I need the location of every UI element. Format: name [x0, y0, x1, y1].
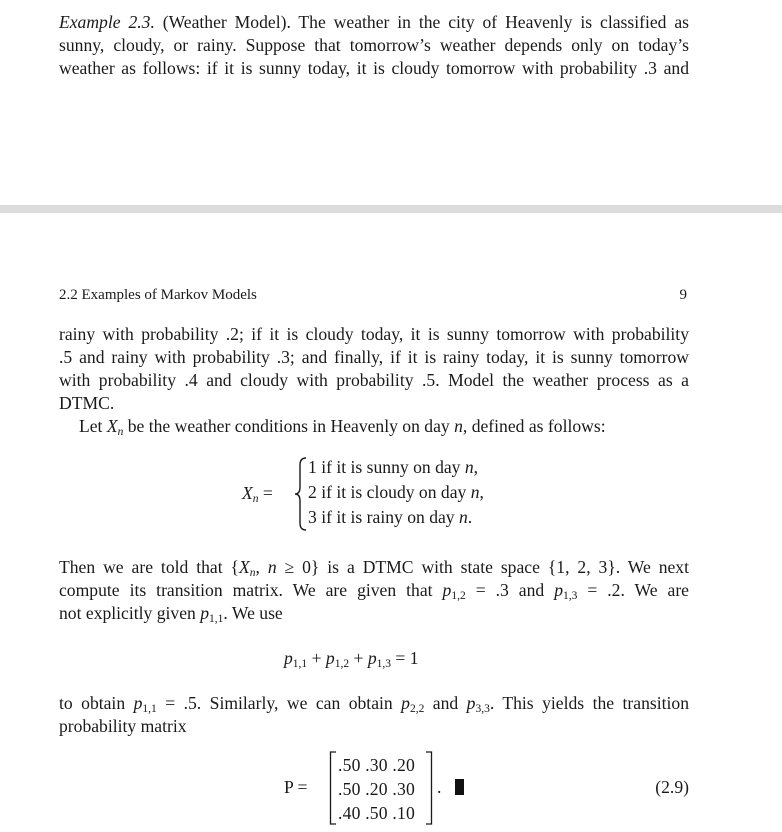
qed-square-icon: [455, 779, 464, 795]
left-brace: [294, 457, 308, 531]
page-number: 9: [679, 287, 687, 303]
text-line: sunny, cloudy, or rainy. Suppose that tomorrow’s weather depends only on today’s: [59, 35, 689, 55]
left-bracket: [329, 751, 337, 825]
definition-paragraph: [59, 415, 689, 438]
text-line: with probability .4 and cloudy with probability .5. Model the weather process as a: [59, 370, 689, 390]
sum-equation: $p_{1,1} + p_{1,2} + p_{1,3} = 1$: [284, 648, 419, 670]
example-paragraph: [59, 11, 689, 80]
cases-definition: [242, 457, 542, 533]
continuation-paragraph: [59, 323, 689, 415]
right-bracket: [425, 751, 433, 825]
equation-number: (2.9): [655, 777, 689, 797]
matrix-row: .50 .30 .20: [338, 755, 415, 775]
matrix-lhs: P =: [284, 777, 308, 797]
text-line: rainy with probability .2; if it is cloudy today, it is sunny tomorrow with probability: [59, 324, 689, 344]
text-line: .5 and rainy with probability .3; and finally, if it is rainy today, it is sunny tomorrow: [59, 347, 689, 367]
matrix-period: .: [437, 777, 442, 797]
text-line: weather as follows: if it is sunny today, it is cloudy tomorrow with probability .3 and: [59, 58, 689, 78]
case-item: 3 if it is rainy on day n.: [308, 507, 473, 527]
text-line: Then we are told that {$X_n$, n ≥ 0} is a DTMC with state space {1, 2, 3}. We next: [59, 557, 689, 579]
page-top: [0, 0, 782, 205]
cases-lhs: $X_n$ =: [242, 483, 273, 505]
text-line: to obtain $p_{1,1} = .5$. Similarly, we can obtain $p_{2,2}$ and $p_{3,3}$. This yields the transition: [59, 693, 690, 715]
text-line: not explicitly given $p_{1,1}$. We use: [59, 603, 283, 625]
case-item: 1 if it is sunny on day n,: [308, 457, 479, 477]
section-title: 2.2 Examples of Markov Models: [59, 287, 257, 303]
text-line: compute its transition matrix. We are given that $p_{1,2} = .3$ and $p_{1,3} = .2$. We are: [59, 580, 689, 602]
matrix-row: .40 .50 .10: [338, 803, 415, 823]
dtmc-paragraph: [59, 556, 689, 625]
text-line: probability matrix: [59, 716, 187, 736]
case-item: 2 if it is cloudy on day n,: [308, 482, 484, 502]
text-line: Let $X_n$ be the weather conditions in Heavenly on day n, defined as follows:: [79, 416, 606, 438]
matrix-row: .50 .20 .30: [338, 779, 415, 799]
text-line: Example 2.3. (Weather Model). The weather in the city of Heavenly is classified as: [59, 12, 689, 32]
text-line: DTMC.: [59, 393, 115, 413]
page-bottom: [0, 213, 782, 832]
page-divider: [0, 205, 782, 213]
conclusion-paragraph: [59, 692, 689, 738]
